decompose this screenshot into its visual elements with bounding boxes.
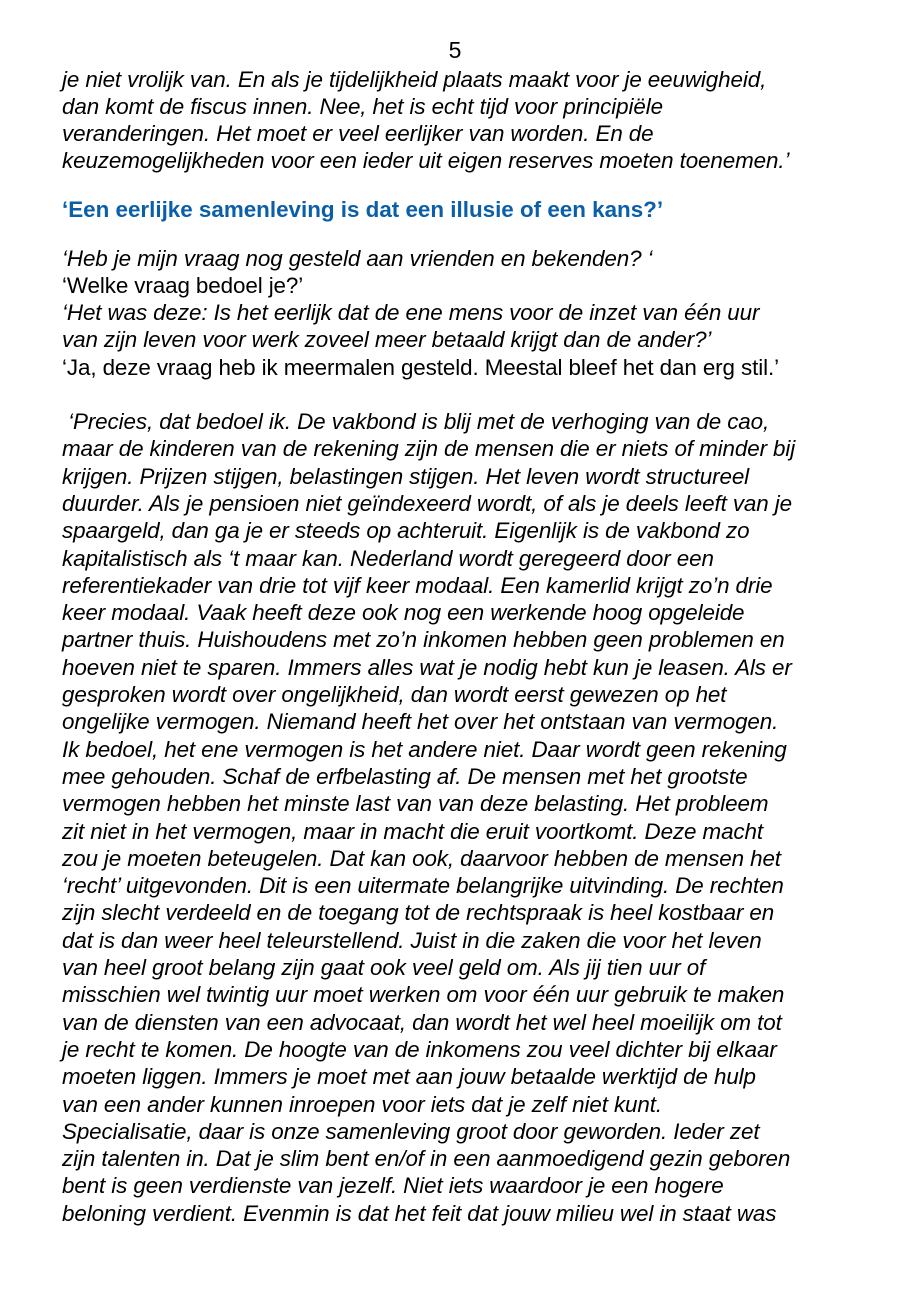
paragraph-line: vermogen hebben het minste last van van deze belasting. Het probleem — [62, 791, 769, 817]
paragraph-line: ‘Precies, dat bedoel ik. De vakbond is blij met de verhoging van de cao, — [62, 409, 770, 434]
paragraph-line: je niet vrolijk van. En als je tijdelijkheid plaats maakt voor je eeuwigheid, — [62, 67, 767, 92]
dialogue-line: van zijn leven voor werk zoveel meer betaald krijgt dan de ander?’ — [62, 327, 712, 352]
paragraph-line: spaargeld, dan ga je er steeds op achteruit. Eigenlijk is de vakbond zo — [62, 518, 750, 544]
paragraph-line: keuzemogelijkheden voor een ieder uit eigen reserves moeten toenemen.’ — [62, 148, 790, 173]
dialogue-line: ‘Heb je mijn vraag nog gesteld aan vrienden en bekenden? ‘ — [62, 246, 653, 271]
paragraph-line: gesproken wordt over ongelijkheid, dan wordt eerst gewezen op het — [62, 682, 727, 707]
paragraph-line: van een ander kunnen inroepen voor iets dat je zelf niet kunt. — [62, 1091, 662, 1117]
paragraph-line: Ik bedoel, het ene vermogen is het andere niet. Daar wordt geen rekening — [62, 736, 787, 762]
paragraph-line: partner thuis. Huishoudens met zo’n inkomen hebben geen problemen en — [62, 627, 785, 653]
page-number: 5 — [448, 37, 462, 63]
paragraph-line: zijn slecht verdeeld en de toegang tot de rechtspraak is heel kostbaar en — [62, 900, 775, 926]
paragraph-line: kapitalistisch als ‘t maar kan. Nederland wordt geregeerd door een — [62, 545, 714, 571]
paragraph-line: Specialisatie, daar is onze samenleving groot door geworden. Ieder zet — [62, 1118, 760, 1144]
paragraph-line: dan komt de fiscus innen. Nee, het is echt tijd voor principiële — [62, 94, 663, 119]
dialogue-line: ‘Ja, deze vraag heb ik meermalen gesteld. Meestal bleef het dan erg stil.’ — [62, 355, 779, 380]
paragraph-line: zijn talenten in. Dat je slim bent en/of in een aanmoedigend gezin geboren — [62, 1146, 791, 1172]
section-heading: ‘Een eerlijke samenleving is dat een illusie of een kans?’ — [62, 197, 664, 222]
paragraph-line: duurder. Als je pensioen niet geïndexeerd wordt, of als je deels leeft van je — [62, 490, 792, 516]
paragraph-line: ‘recht’ uitgevonden. Dit is een uitermate belangrijke uitvinding. De rechten — [62, 873, 784, 899]
paragraph-line: zou je moeten beteugelen. Dat kan ook, daarvoor hebben de mensen het — [62, 845, 781, 871]
paragraph-line: krijgen. Prijzen stijgen, belastingen stijgen. Het leven wordt structureel — [62, 463, 750, 489]
paragraph-line: misschien wel twintig uur moet werken om voor één uur gebruik te maken — [62, 982, 785, 1008]
paragraph-line: je recht te komen. De hoogte van de inkomens zou veel dichter bij elkaar — [62, 1036, 777, 1062]
paragraph-line: bent is geen verdienste van jezelf. Niet iets waardoor je een hogere — [62, 1173, 724, 1199]
paragraph-line: dat is dan weer heel teleurstellend. Juist in die zaken die voor het leven — [62, 927, 762, 953]
paragraph-line: van de diensten van een advocaat, dan wordt het wel heel moeilijk om tot — [62, 1009, 782, 1035]
paragraph-line: maar de kinderen van de rekening zijn de mensen die er niets of minder bij — [62, 436, 796, 462]
paragraph-line: keer modaal. Vaak heeft deze ook nog een werkende hoog opgeleide — [62, 600, 745, 626]
paragraph-line: ongelijke vermogen. Niemand heeft het over het ontstaan van vermogen. — [62, 709, 779, 735]
paragraph-line: van heel groot belang zijn gaat ook veel geld om. Als jij tien uur of — [62, 955, 706, 980]
paragraph-line: moeten liggen. Immers je moet met aan jouw betaalde werktijd de hulp — [62, 1064, 756, 1090]
paragraph-line: referentiekader van drie tot vijf keer modaal. Een kamerlid krijgt zo’n drie — [62, 572, 773, 598]
paragraph-line: mee gehouden. Schaf de erfbelasting af. De mensen met het grootste — [62, 763, 748, 789]
dialogue-line: ‘Welke vraag bedoel je?’ — [62, 273, 304, 298]
paragraph-line: zit niet in het vermogen, maar in macht die eruit voortkomt. Deze macht — [62, 818, 763, 844]
paragraph-line: veranderingen. Het moet er veel eerlijker van worden. En de — [62, 121, 654, 146]
dialogue-line: ‘Het was deze: Is het eerlijk dat de ene mens voor de inzet van één uur — [62, 300, 760, 325]
paragraph-line: beloning verdient. Evenmin is dat het feit dat jouw milieu wel in staat was — [62, 1200, 777, 1226]
paragraph-line: hoeven niet te sparen. Immers alles wat je nodig hebt kun je leasen. Als er — [62, 654, 792, 680]
